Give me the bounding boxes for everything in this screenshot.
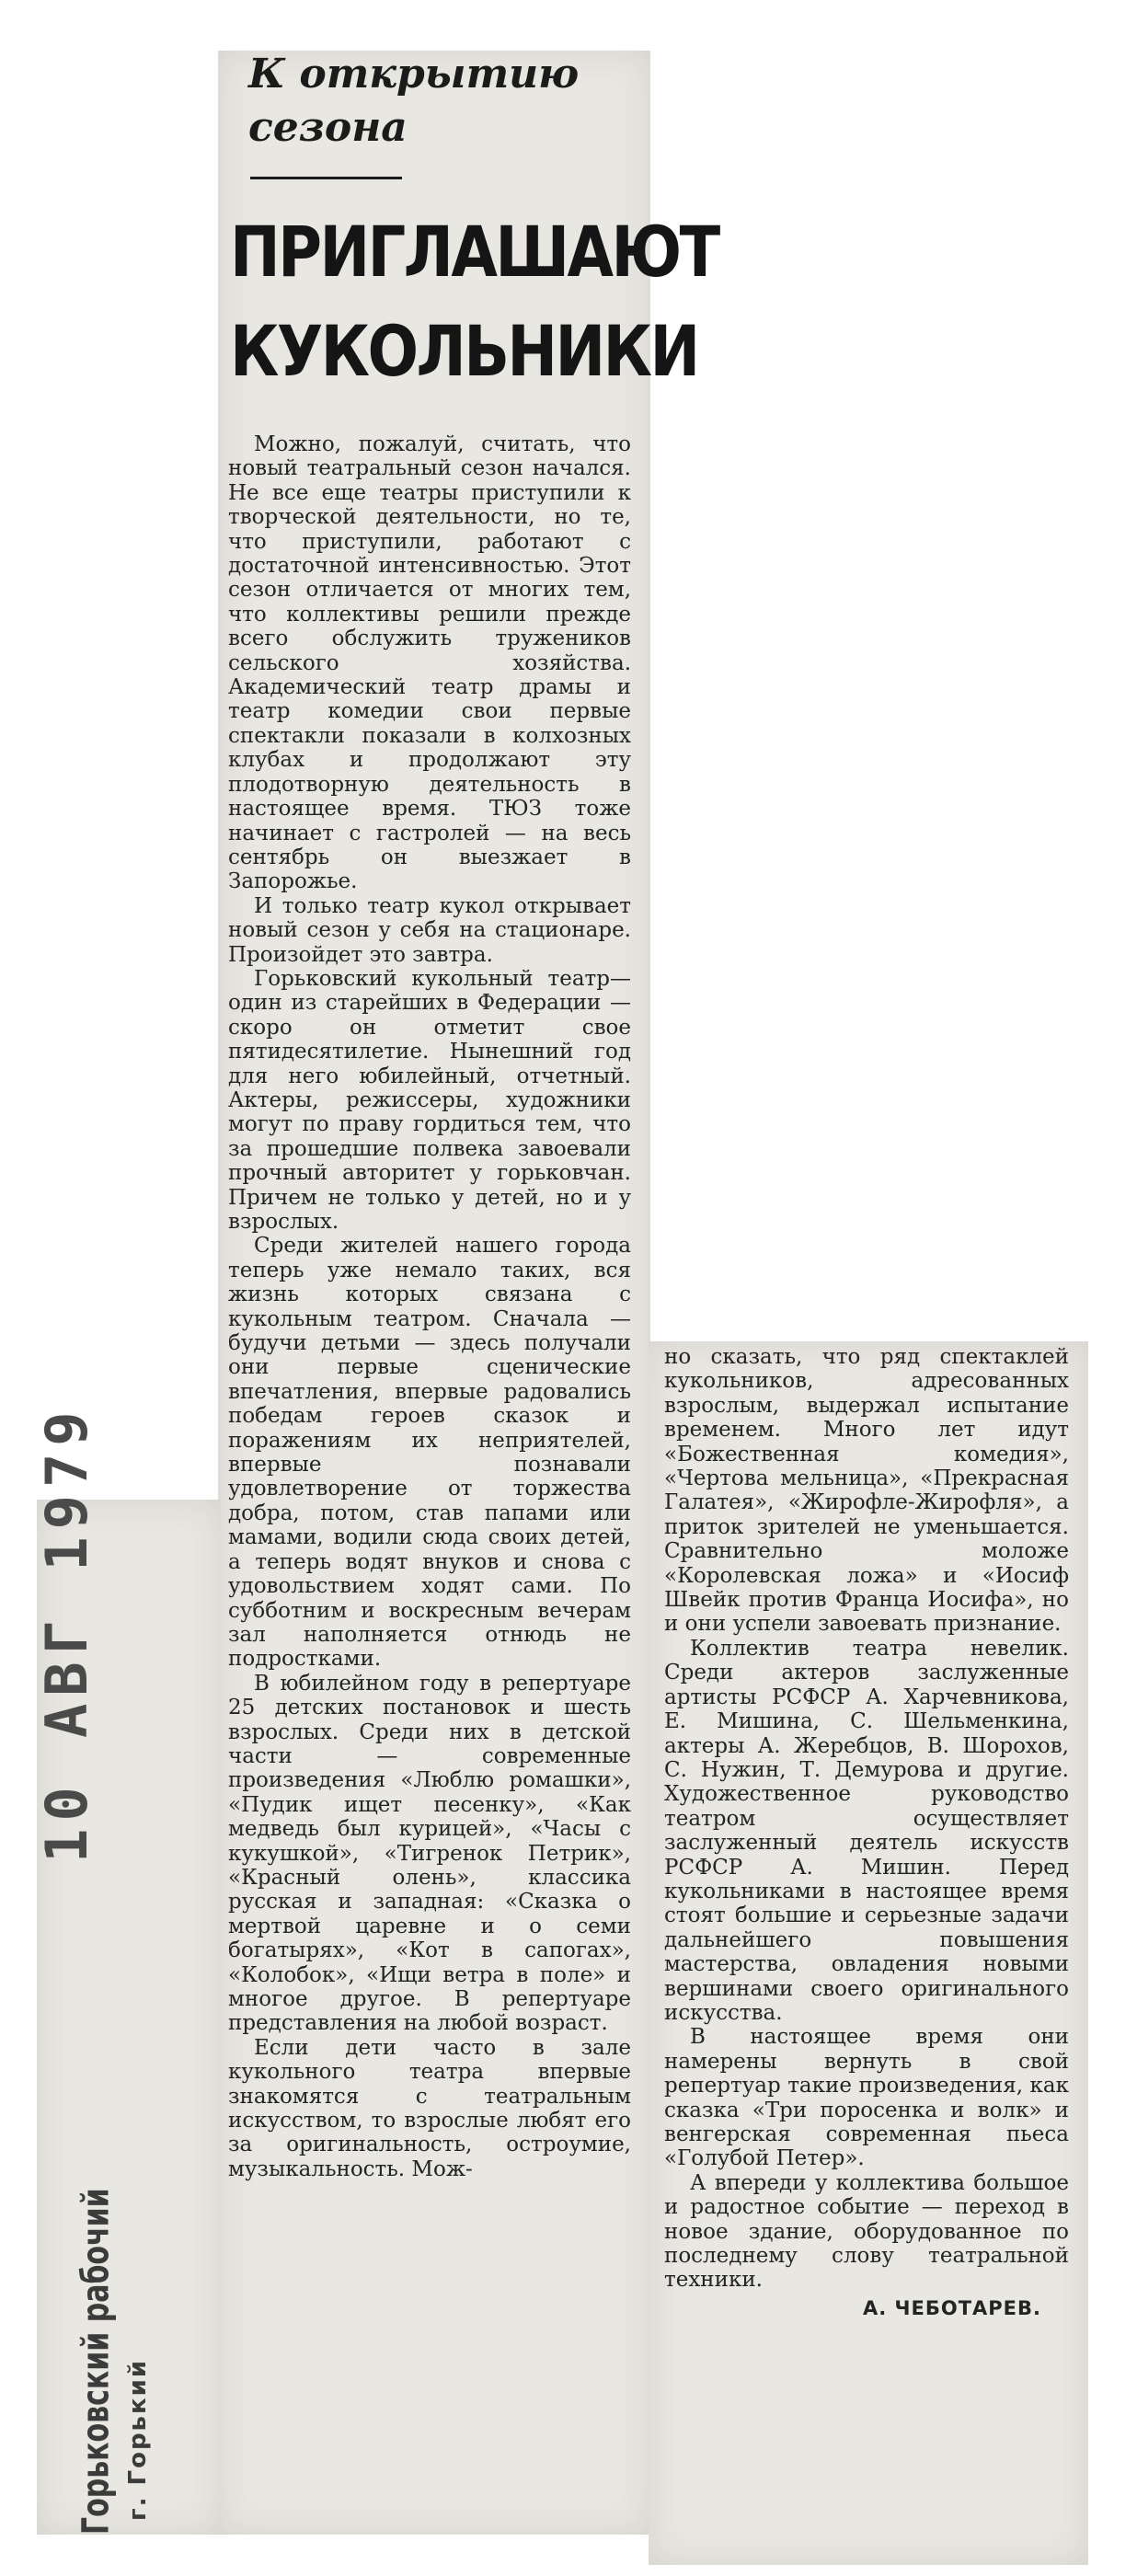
article-paragraph: Горьковский кукольный театр—один из старейших в Федерации — скоро он отметит свое пятидесятилетие. Нынешний год для него юбилейный, отчетный. Актеры, режиссеры, художники могут по праву гордиться тем, что за прошедшие полвека завоевали прочный авторитет у горьковчан. Причем не только у детей, но и у взрослых. <box>228 966 631 1234</box>
article-paragraph: В настоящее время они намерены вернуть в свой репертуар такие произведения, как сказка «Три поросенка и волк» и венгерская современная пьеса «Голубой Петер». <box>664 2025 1069 2171</box>
article-column-right <box>664 1345 1069 2569</box>
headline <box>230 202 718 401</box>
article-paragraph: В юбилейном году в репертуаре 25 детских постановок и шесть взрослых. Среди них в детской части — современные произведения «Люблю ромашки», «Пудик ищет песенку», «Как медведь был курицей», «Часы с кукушкой», «Тигренок Петрик», «Красный олень», классика русская и западная: «Сказка о мертвой царевне и о семи богатырях», «Кот в сапогах», «Колобок», «Ищи ветра в поле» и многое другое. В репертуаре представления на любой возраст. <box>228 1671 631 2036</box>
article-paragraph: Среди жителей нашего города теперь уже немало таких, вся жизнь которых связана с кукольным театром. Сначала — будучи детьми — здесь получали они первые сценические впечатления, впервые радовались победам героев сказок и поражениям их неприятелей, впервые познавали удовлетворение от торжества добра, потом, став папами или мамами, водили сюда своих детей, а теперь водят внуков и снова с удовольствием ходят сами. По субботним и воскресным вечерам зал наполняется отнюдь не подростками. <box>228 1234 631 1672</box>
stamp-city: г. Горький <box>124 2358 152 2521</box>
article-paragraph: Коллектив театра невелик. Среди актеров заслуженные артисты РСФСР А. Харчевникова, Е. Мишина, С. Шельменкина, актеры А. Жеребцов, В. Шорохов, С. Нужин, Т. Демурова и другие. Художественное руководство театром осуществляет заслуженный деятель искусств РСФСР А. Мишин. Перед кукольниками в настоящее время стоят большие и серьезные задачи дальнейшего повышения мастерства, овладения новыми вершинами своего оригинального искусства. <box>664 1636 1069 2025</box>
article-paragraph: И только театр кукол открывает новый сезон у себя на стационаре. Произойдет это завтра. <box>228 893 631 967</box>
article-paragraph: Можно, пожалуй, считать, что новый театральный сезон начался. Не все еще театры приступили к творческой деятельности, но те, что приступили, работают с достаточной интенсивностью. Этот сезон отличается от многих тем, что коллективы решили прежде всего обслужить тружеников сельского хозяйства. Академический театр драмы и театр комедии свои первые спектакли показали в колхозных клубах и продолжают эту плодотворную деятельность в настоящее время. ТЮЗ тоже начинает с гастролей — на весь сентябрь он выезжает в Запорожье. <box>228 432 631 894</box>
rubric-rule <box>250 177 402 179</box>
stamp-newspaper: Горьковский рабочий <box>75 2188 119 2535</box>
rubric: К открытию сезона <box>248 51 580 151</box>
article-paragraph: но сказать, что ряд спектаклей кукольников, адресованных взрослым, выдержал испытание временем. Много лет идут «Божественная комедия», «Чертова мельница», «Прекрасная Галатея», «Жирофле-Жирофля», а приток зрителей не уменьшается. Сравнительно моложе «Королевская ложа» и «Иосиф Швейк против Франца Иосифа», но и они успели завоевать признание. <box>664 1345 1069 1637</box>
headline-text: ПРИГЛАШАЮТ КУКОЛЬНИКИ <box>230 211 718 392</box>
stamp-date: 10 АВГ 1979 <box>33 1404 100 1863</box>
article-paragraph: Если дети часто в зале кукольного театра впервые знакомятся с театральным искусством, то взрослые любят его за оригинальность, остроумие, музыкальность. Мож- <box>228 2035 631 2181</box>
author-signature: А. ЧЕБОТАРЕВ. <box>862 2296 1041 2319</box>
article-column-left <box>228 432 631 2558</box>
article-paragraph: А впереди у коллектива большое и радостное событие — переход в новое здание, оборудованное по последнему слову театральной техники. <box>664 2170 1069 2293</box>
